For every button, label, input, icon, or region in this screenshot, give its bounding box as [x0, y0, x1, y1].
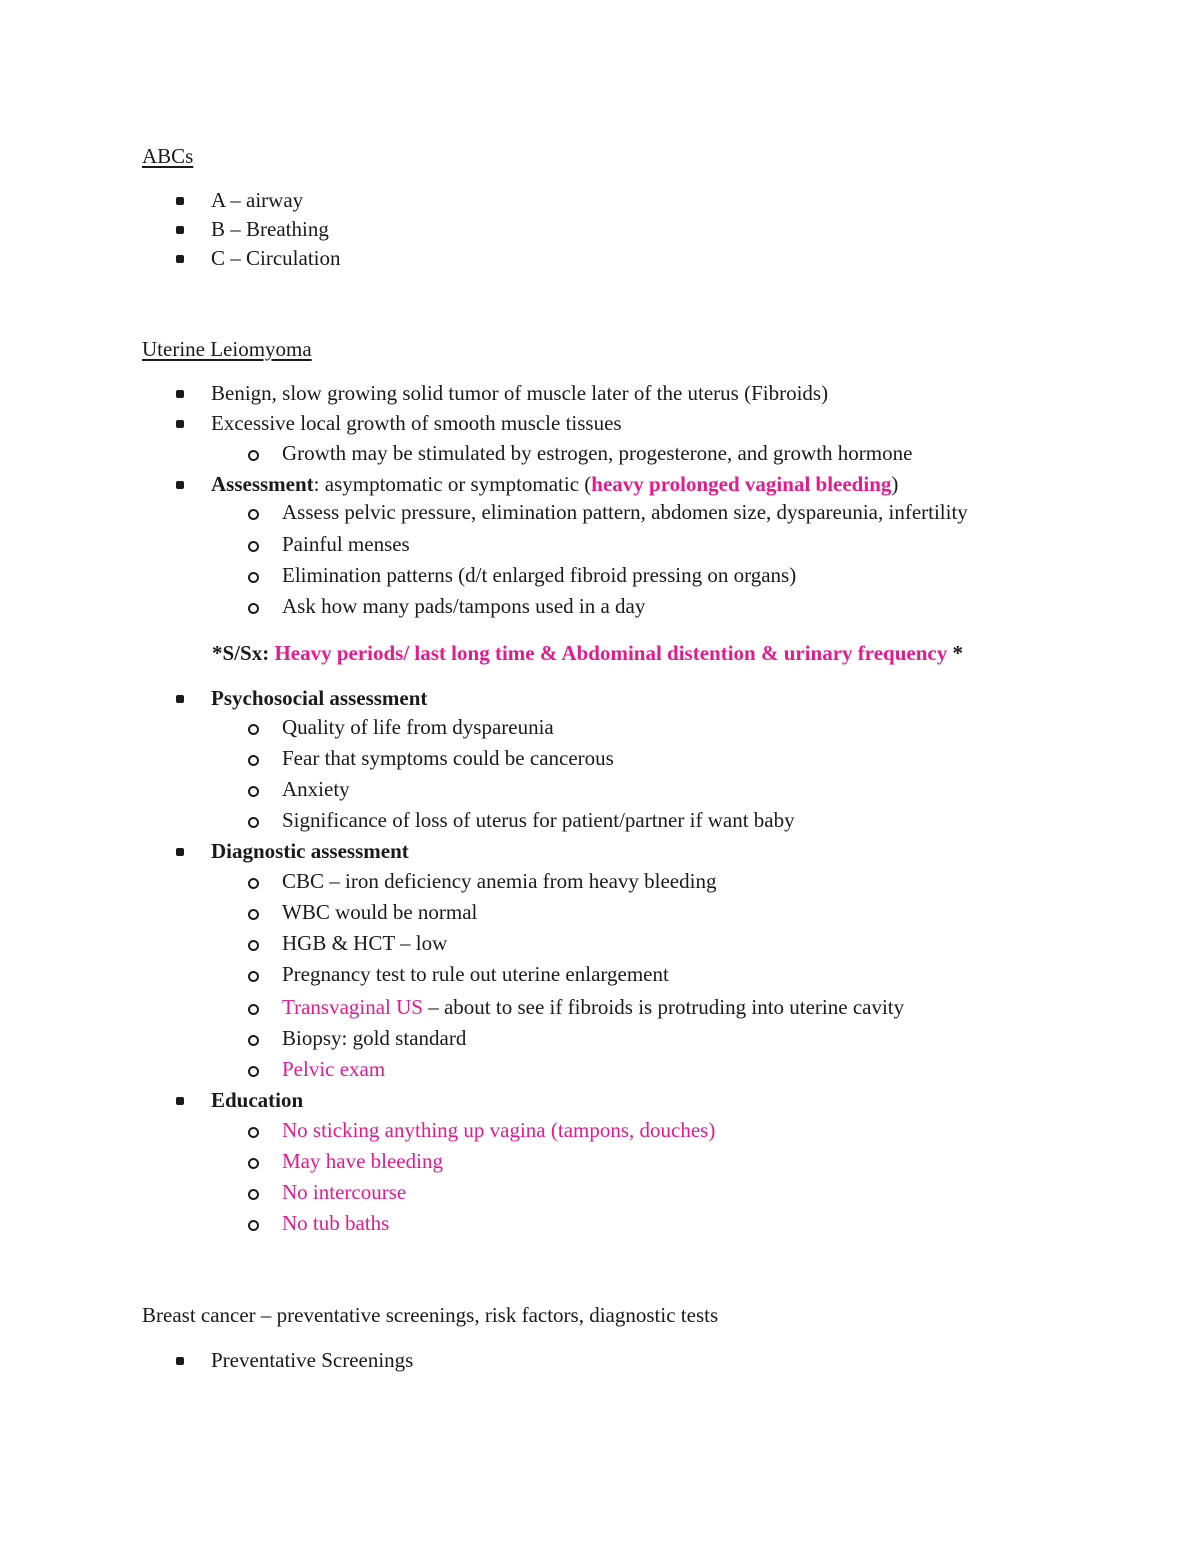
- square-bullet-icon: [176, 197, 184, 205]
- circle-bullet-icon: [248, 603, 259, 614]
- square-bullet-icon: [176, 1097, 184, 1105]
- diagnostic-pelvic: Pelvic exam: [282, 1057, 386, 1081]
- breast-item-screenings: Preventative Screenings: [211, 1348, 414, 1372]
- psychosocial-label: Psychosocial assessment: [211, 686, 428, 710]
- circle-bullet-icon: [248, 572, 259, 583]
- assessment-subitem: Painful menses: [282, 532, 410, 556]
- circle-bullet-icon: [248, 541, 259, 552]
- diagnostic-hgb: HGB & HCT – low: [282, 931, 448, 955]
- psychosocial-subitem: Anxiety: [282, 777, 350, 801]
- circle-bullet-icon: [248, 1035, 259, 1046]
- diagnostic-cbc: CBC – iron deficiency anemia from heavy bleeding: [282, 869, 717, 893]
- circle-bullet-icon: [248, 878, 259, 889]
- circle-bullet-icon: [248, 1189, 259, 1200]
- square-bullet-icon: [176, 255, 184, 263]
- ssx-highlight: Heavy periods/ last long time & Abdominal distention & urinary frequency: [274, 641, 948, 665]
- tvus-highlight: Transvaginal US: [282, 995, 423, 1019]
- assessment-close: ): [891, 472, 899, 496]
- diagnostic-pregnancy: Pregnancy test to rule out uterine enlargement: [282, 962, 669, 986]
- circle-bullet-icon: [248, 971, 259, 982]
- excessive-growth-item: Excessive local growth of smooth muscle tissues: [211, 411, 622, 435]
- assessment-highlight: heavy prolonged vaginal bleeding: [591, 472, 892, 496]
- abcs-item-airway: A – airway: [211, 188, 304, 212]
- assessment-subitem: Elimination patterns (d/t enlarged fibroid pressing on organs): [282, 563, 797, 587]
- circle-bullet-icon: [248, 1220, 259, 1231]
- education-subitem: May have bleeding: [282, 1149, 443, 1173]
- square-bullet-icon: [176, 1357, 184, 1365]
- assessment-text: : asymptomatic or symptomatic (: [313, 472, 592, 496]
- square-bullet-icon: [176, 848, 184, 856]
- square-bullet-icon: [176, 420, 184, 428]
- circle-bullet-icon: [248, 509, 259, 520]
- circle-bullet-icon: [248, 755, 259, 766]
- diagnostic-tvus: [282, 993, 904, 1021]
- education-subitem: No tub baths: [282, 1211, 390, 1235]
- circle-bullet-icon: [248, 786, 259, 797]
- assessment-subitem: Assess pelvic pressure, elimination pattern, abdomen size, dyspareunia, infertility: [282, 500, 968, 524]
- circle-bullet-icon: [248, 724, 259, 735]
- psychosocial-subitem: Quality of life from dyspareunia: [282, 715, 554, 739]
- ssx-label: *S/Sx:: [212, 641, 275, 665]
- education-subitem: No intercourse: [282, 1180, 407, 1204]
- tvus-rest: – about to see if fibroids is protruding into uterine cavity: [422, 995, 905, 1019]
- assessment-subitem: Ask how many pads/tampons used in a day: [282, 594, 646, 618]
- circle-bullet-icon: [248, 450, 259, 461]
- benign-item: Benign, slow growing solid tumor of muscle later of the uterus (Fibroids): [211, 381, 829, 405]
- breast-cancer-heading: Breast cancer – preventative screenings, risk factors, diagnostic tests: [142, 1303, 719, 1327]
- circle-bullet-icon: [248, 817, 259, 828]
- circle-bullet-icon: [248, 1158, 259, 1169]
- diagnostic-biopsy: Biopsy: gold standard: [282, 1026, 467, 1050]
- square-bullet-icon: [176, 695, 184, 703]
- psychosocial-subitem: Significance of loss of uterus for patient/partner if want baby: [282, 808, 795, 832]
- abcs-heading: ABCs: [142, 144, 194, 168]
- square-bullet-icon: [176, 390, 184, 398]
- circle-bullet-icon: [248, 1066, 259, 1077]
- abcs-item-circulation: C – Circulation: [211, 246, 341, 270]
- leiomyoma-heading: Uterine Leiomyoma: [142, 337, 312, 361]
- education-label: Education: [211, 1088, 304, 1112]
- diagnostic-label: Diagnostic assessment: [211, 839, 409, 863]
- diagnostic-wbc: WBC would be normal: [282, 900, 478, 924]
- ssx-line: [212, 639, 963, 667]
- ssx-suffix: *: [947, 641, 963, 665]
- assessment-item: [211, 470, 898, 498]
- square-bullet-icon: [176, 481, 184, 489]
- circle-bullet-icon: [248, 909, 259, 920]
- psychosocial-subitem: Fear that symptoms could be cancerous: [282, 746, 614, 770]
- growth-stimulated-item: Growth may be stimulated by estrogen, progesterone, and growth hormone: [282, 441, 913, 465]
- circle-bullet-icon: [248, 1127, 259, 1138]
- abcs-item-breathing: B – Breathing: [211, 217, 329, 241]
- circle-bullet-icon: [248, 1004, 259, 1015]
- assessment-label: Assessment: [211, 472, 314, 496]
- square-bullet-icon: [176, 226, 184, 234]
- circle-bullet-icon: [248, 940, 259, 951]
- education-subitem: No sticking anything up vagina (tampons, douches): [282, 1118, 716, 1142]
